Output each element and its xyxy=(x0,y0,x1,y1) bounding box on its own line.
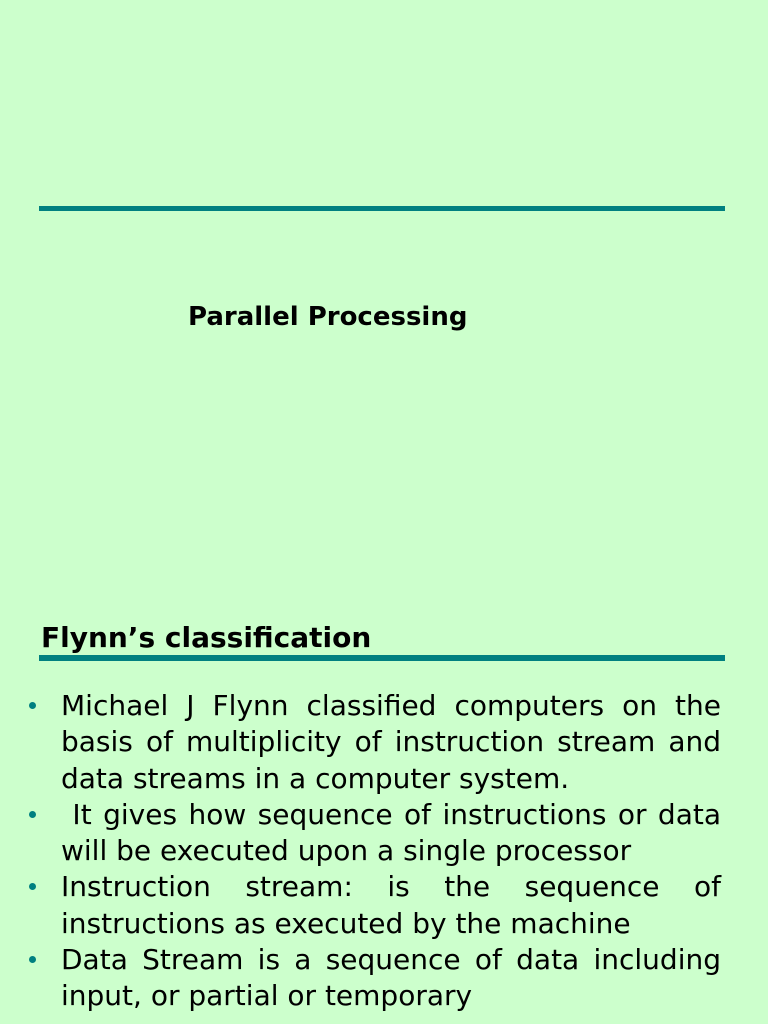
bullet-text: It gives how sequence of instructions or data will be executed upon a single processor xyxy=(61,797,721,868)
title-divider-line xyxy=(39,206,725,211)
section-heading: Flynn’s classification xyxy=(41,621,372,654)
bullet-text: Data Stream is a sequence of data including input, or partial or temporary xyxy=(61,943,721,1013)
bullet-dot-icon xyxy=(29,956,36,963)
bullet-item-data-stream xyxy=(0,942,721,1015)
bullet-dot-icon xyxy=(29,883,36,890)
bullet-text: Michael J Flynn classified computers on the basis of multiplicity of instruction stream and data streams in a computer system. xyxy=(61,689,721,795)
bullet-text: Instruction stream: is the sequence of instructions as executed by the machine xyxy=(61,870,721,940)
slide-title: Parallel Processing xyxy=(188,302,468,332)
bullet-dot-icon xyxy=(29,811,36,818)
section-divider-line xyxy=(39,655,725,661)
bullet-dot-icon xyxy=(29,702,36,709)
bullet-item-flynn-definition xyxy=(0,688,721,797)
bullet-item-sequence xyxy=(0,797,721,870)
bullet-list xyxy=(0,688,768,1015)
bullet-item-instruction-stream xyxy=(0,869,721,942)
